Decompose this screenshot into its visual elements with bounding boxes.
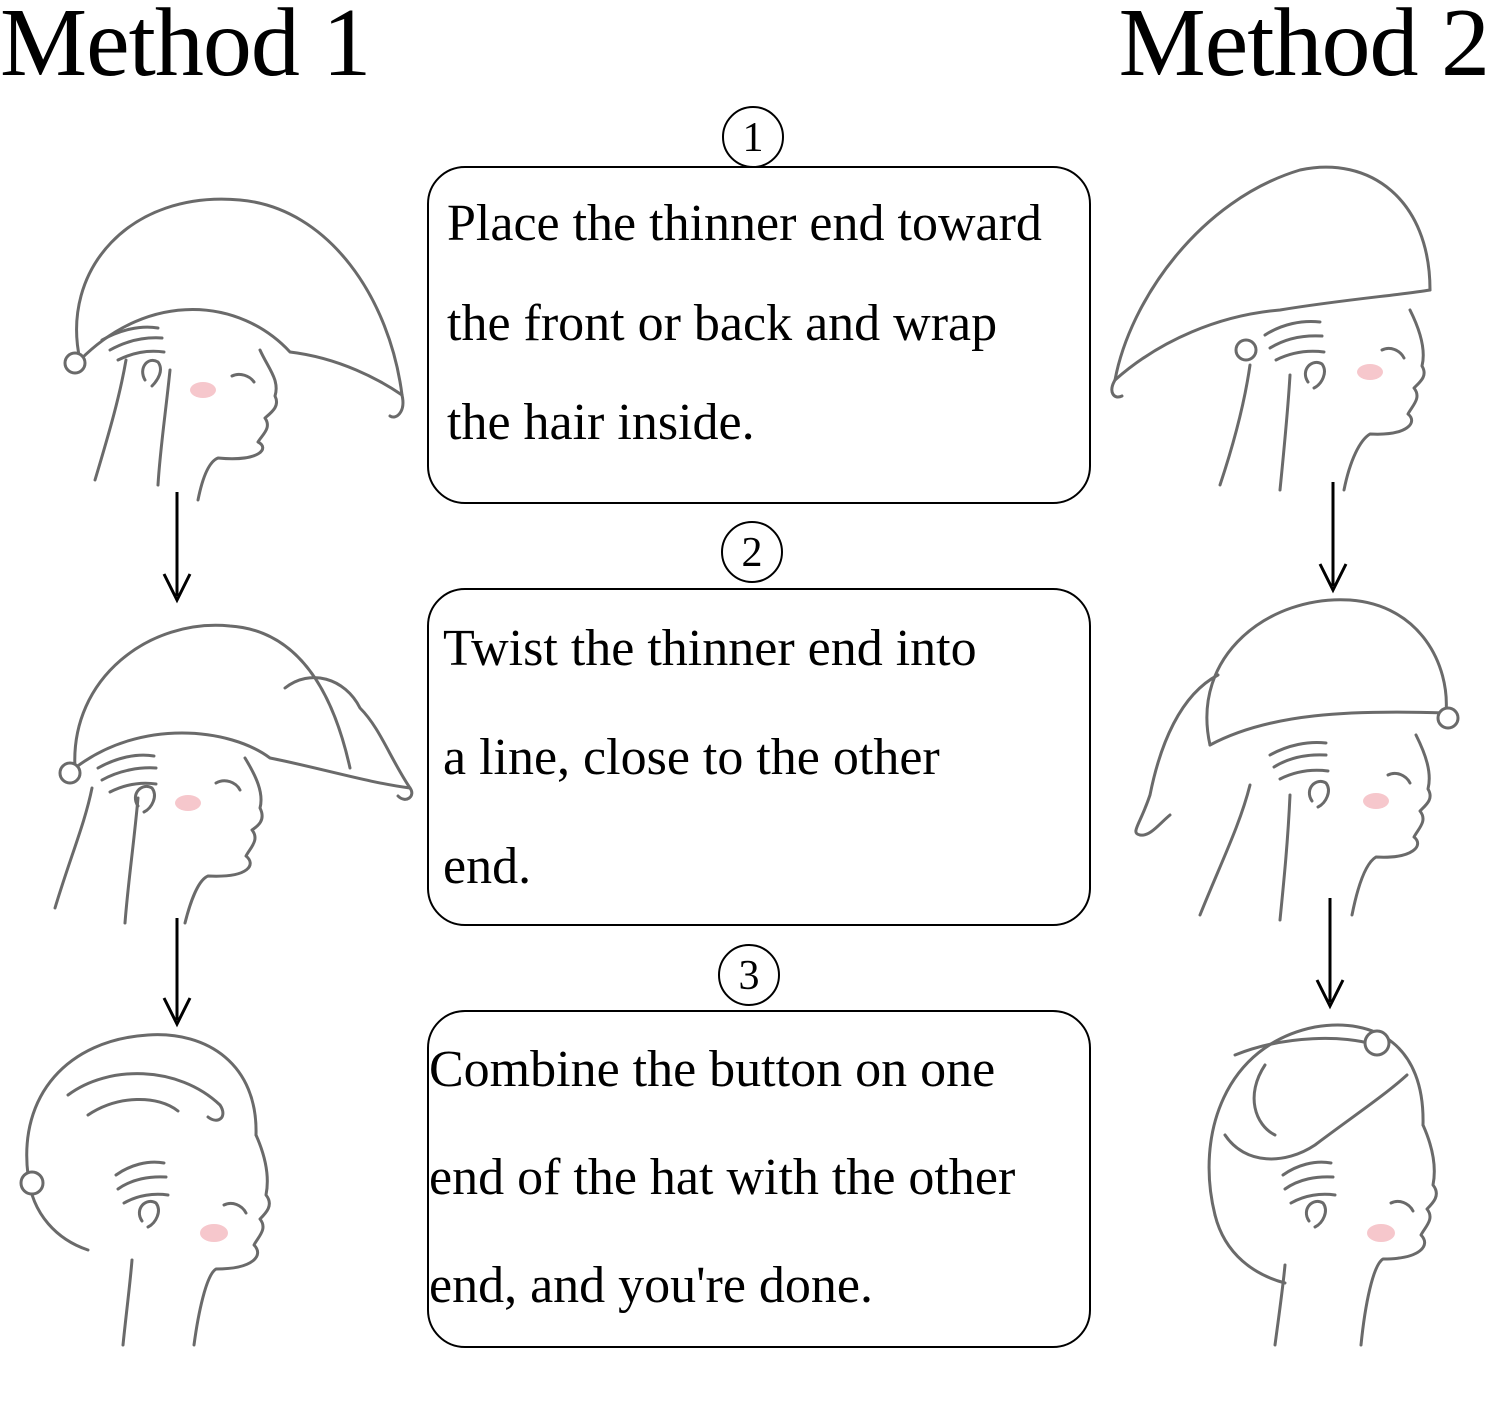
step-3-box: [427, 1010, 1091, 1348]
step-3-number: 3: [718, 944, 780, 1006]
step-2-line-2: a line, close to the other: [443, 729, 940, 786]
step-3-line-1: Combine the button on one: [429, 1041, 996, 1098]
method-2-step-2-illustration: [1120, 595, 1470, 925]
method-1-step-1-illustration: [40, 180, 420, 510]
step-1-number: 1: [722, 106, 784, 168]
step-1-line-1: Place the thinner end toward: [447, 195, 1042, 252]
method-1-step-2-illustration: [30, 618, 420, 938]
method-2-step-1-illustration: [1100, 160, 1480, 500]
method-1-step-3-illustration: [8, 1025, 298, 1355]
step-2-number: 2: [721, 521, 783, 583]
step-1-line-2: the front or back and wrap: [447, 295, 998, 352]
step-2-box: [427, 588, 1091, 926]
step-3-line-3: end, and you're done.: [429, 1257, 874, 1314]
step-1-box: [427, 166, 1091, 504]
step-3-line-2: end of the hat with the other: [429, 1149, 1016, 1206]
method-1-heading: Method 1: [0, 0, 371, 97]
step-2-line-3: end.: [443, 838, 532, 895]
method-2-step-3-illustration: [1185, 1015, 1465, 1355]
method-2-heading: Method 2: [1118, 0, 1489, 97]
step-1-line-3: the hair inside.: [447, 394, 755, 451]
step-2-line-1: Twist the thinner end into: [443, 620, 977, 677]
